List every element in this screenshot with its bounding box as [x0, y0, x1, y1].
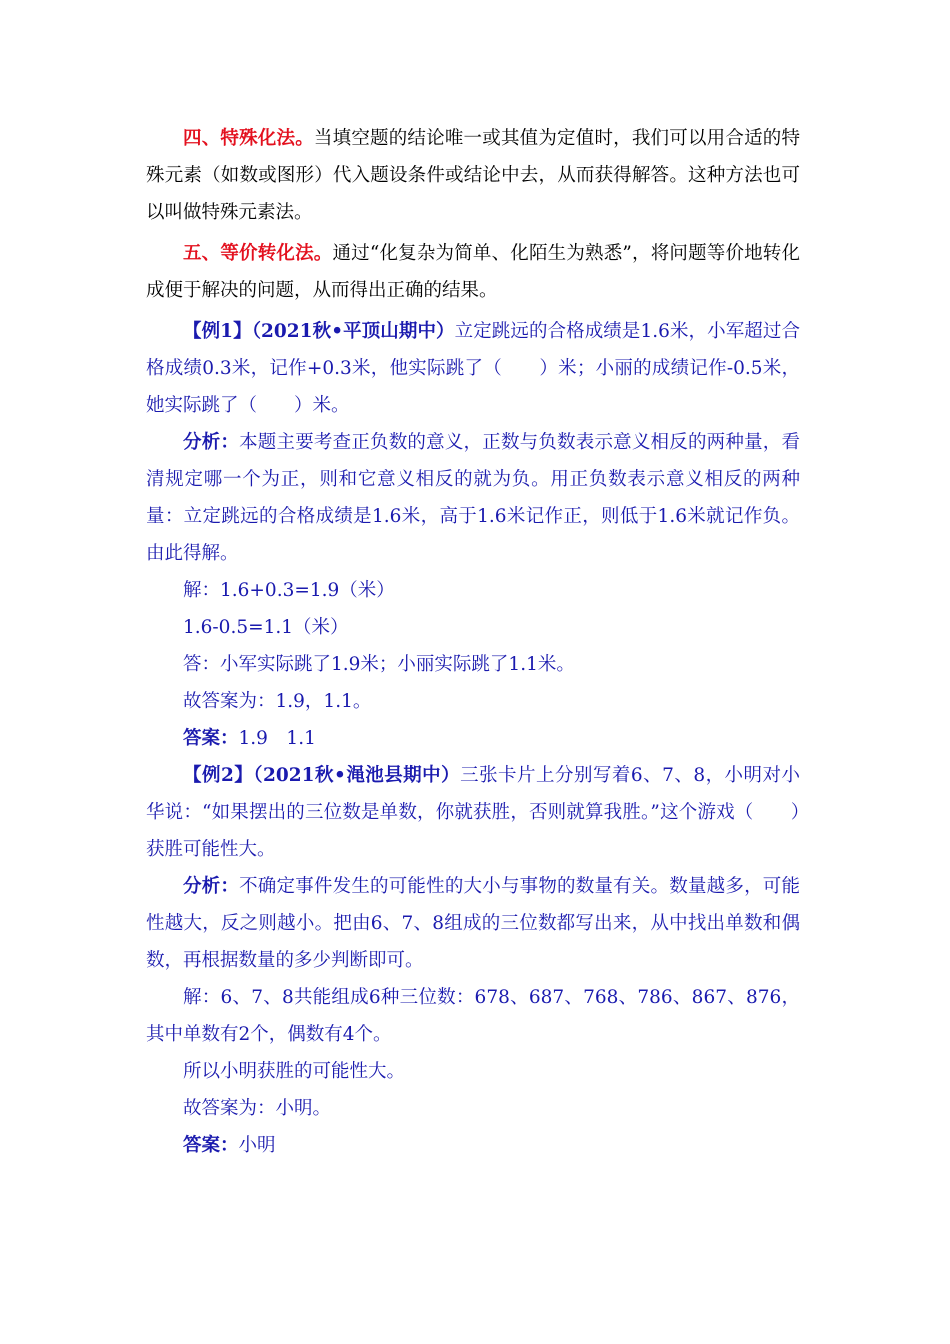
example2-tag: 【例2】 — [183, 765, 254, 786]
section4-paragraph — [146, 120, 800, 231]
example1-answer — [146, 720, 800, 757]
example1-analysis-text: 本题主要考查正负数的意义，正数与负数表示意义相反的两种量，看清规定哪一个为正，则和它意义相反的就为负。用正负数表示意义相反的两种量：立定跳远的合格成绩是1.6米，高于1.6米记作正，则低于1.6米就记作负。由此得解。 — [146, 432, 800, 564]
section4-heading: 四、特殊化法。 — [183, 128, 314, 149]
example1-source: （2021秋•平顶山期中） — [251, 321, 455, 342]
section5-heading: 五、等价转化法。 — [183, 243, 333, 264]
section4-text: 当填空题的结论唯一或其值为定值时，我们可以用合适的特殊元素（如数或图形）代入题设条件或结论中去，从而获得解答。这种方法也可以叫做特殊元素法。 — [146, 128, 800, 223]
example1-question-text: 立定跳远的合格成绩是1.6米，小军超过合格成绩0.3米，记作+0.3米，他实际跳了（ ）米；小丽的成绩记作-0.5米，她实际跳了（ ）米。 — [146, 321, 800, 416]
example1-analysis-label: 分析： — [183, 432, 240, 453]
example2-answer — [146, 1127, 800, 1164]
example1-analysis — [146, 424, 800, 572]
example2-question — [146, 757, 800, 868]
example2-source: （2021秋•渑池县期中） — [253, 765, 461, 786]
example2-analysis — [146, 868, 800, 979]
example2-solution-1: 解：6、7、8共能组成6种三位数：678、687、768、786、867、876，其中单数有2个，偶数有4个。 — [146, 987, 800, 1045]
section5-text: 通过“化复杂为简单、化陌生为熟悉”，将问题等价地转化成便于解决的问题，从而得出正确的结果。 — [146, 243, 800, 301]
section5-paragraph — [146, 235, 800, 309]
example1-question — [146, 313, 800, 424]
example2-analysis-text: 不确定事件发生的可能性的大小与事物的数量有关。数量越多，可能性越大，反之则越小。把由6、7、8组成的三位数都写出来，从中找出单数和偶数，再根据数量的多少判断即可。 — [146, 876, 800, 971]
example2-solution-3: 故答案为：小明。 — [183, 1098, 332, 1119]
example2-solution-2: 所以小明获胜的可能性大。 — [183, 1061, 406, 1082]
example1-solution-2: 1.6-0.5=1.1（米） — [183, 617, 349, 638]
example1-answer-label: 答案： — [183, 728, 239, 749]
example2-answer-label: 答案： — [183, 1135, 239, 1156]
example1-tag: 【例1】 — [183, 321, 252, 342]
example2-answer-value: 小明 — [238, 1135, 276, 1156]
example1-solution-4: 故答案为：1.9，1.1。 — [183, 691, 372, 712]
example2-question-text: 三张卡片上分别写着6、7、8，小明对小华说：“如果摆出的三位数是单数，你就获胜，否则就算我胜。”这个游戏（ ）获胜可能性大。 — [146, 765, 800, 860]
example1-solution-1: 解：1.6+0.3=1.9（米） — [183, 580, 395, 601]
example1-answer-value: 1.9 1.1 — [238, 728, 316, 749]
example2-analysis-label: 分析： — [183, 876, 240, 897]
example1-solution-3: 答：小军实际跳了1.9米；小丽实际跳了1.1米。 — [183, 654, 575, 675]
